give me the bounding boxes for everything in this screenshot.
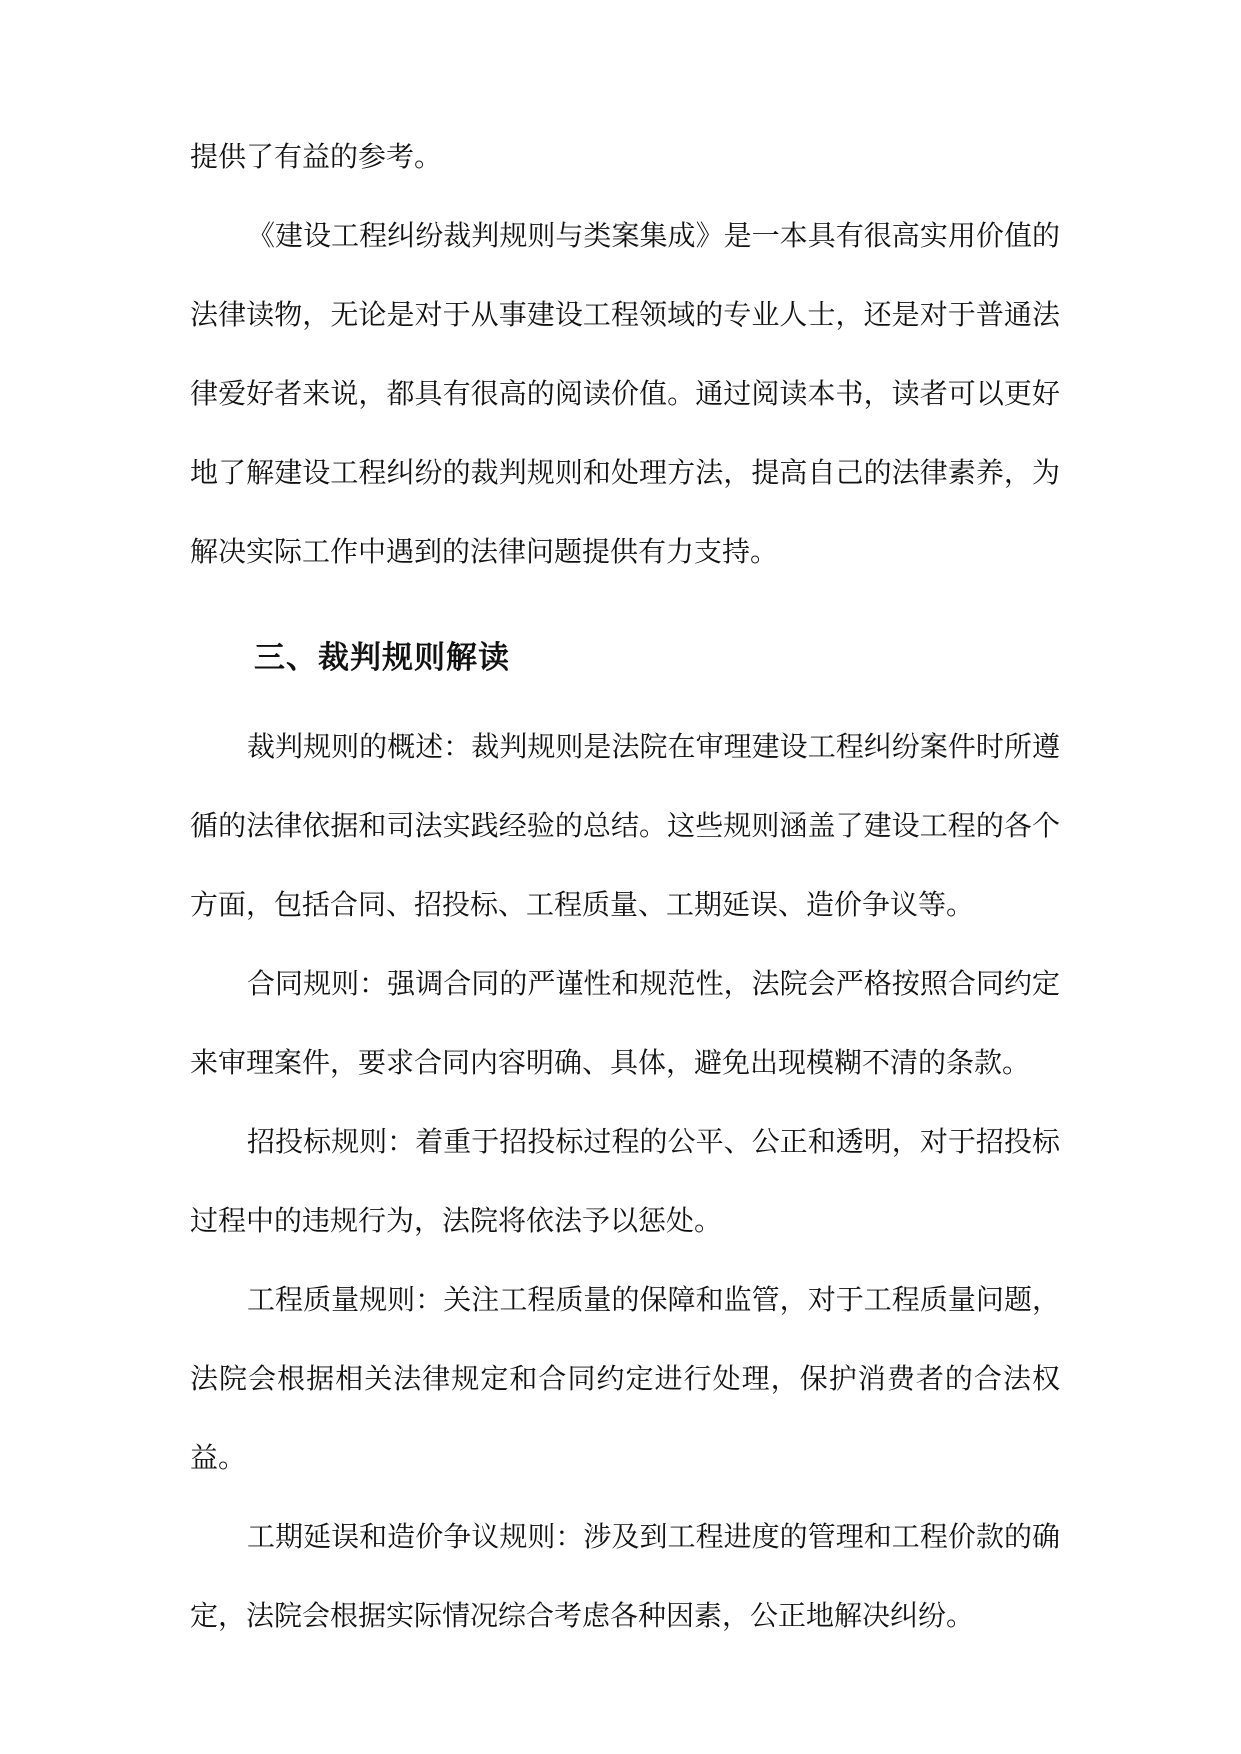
paragraph-delay-cost-rules: 工期延误和造价争议规则：涉及到工程进度的管理和工程价款的确定，法院会根据实际情况综合考虑各种因素，公正地解决纠纷。: [190, 1520, 1060, 1632]
section-heading: 三、裁判规则解读: [254, 640, 510, 676]
paragraph-quality-rules: 工程质量规则：关注工程质量的保障和监管，对于工程质量问题，法院会根据相关法律规定和合同约定进行处理，保护消费者的合法权益。: [190, 1283, 1060, 1474]
paragraph-continuation: 提供了有益的参考。: [190, 140, 443, 173]
paragraph-contract-rules: 合同规则：强调合同的严谨性和规范性，法院会严格按照合同约定来审理案件，要求合同内容明确、具体，避免出现模糊不清的条款。: [190, 967, 1060, 1079]
paragraph-bidding-rules: 招投标规则：着重于招投标过程的公平、公正和透明，对于招投标过程中的违规行为，法院将依法予以惩处。: [190, 1125, 1060, 1237]
paragraph-book-review: 《建设工程纠纷裁判规则与类案集成》是一本具有很高实用价值的法律读物，无论是对于从事建设工程领域的专业人士，还是对于普通法律爱好者来说，都具有很高的阅读价值。通过阅读本书，读者可以更好地了解建设工程纠纷的裁判规则和处理方法，提高自己的法律素养，为解决实际工作中遇到的法律问题提供有力支持。: [190, 219, 1060, 568]
paragraph-overview: 裁判规则的概述：裁判规则是法院在审理建设工程纠纷案件时所遵循的法律依据和司法实践经验的总结。这些规则涵盖了建设工程的各个方面，包括合同、招投标、工程质量、工期延误、造价争议等。: [190, 730, 1060, 921]
